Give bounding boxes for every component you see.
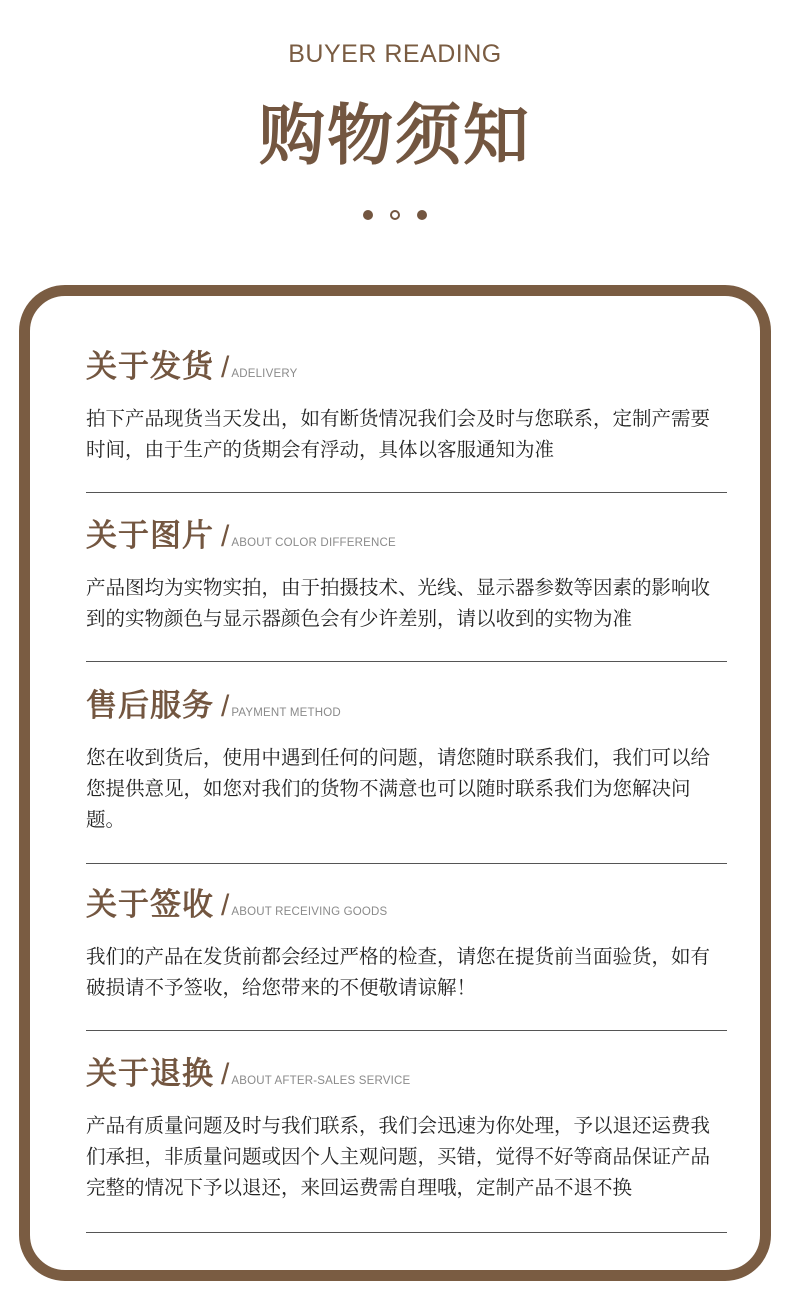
section-title: 售后服务 [86, 688, 214, 724]
section-slash: / [221, 520, 230, 553]
section-divider [86, 1232, 727, 1233]
section-slash: / [221, 690, 230, 723]
section-header [86, 1048, 410, 1093]
section-body: 拍下产品现货当天发出，如有断货情况我们会及时与您联系，定制产需要时间，由于生产的货期会有浮动，具体以客服通知为准 [86, 407, 711, 461]
dot-icon [363, 210, 373, 220]
page-subtitle: BUYER READING [288, 40, 502, 68]
section-divider [86, 863, 727, 864]
section-body: 产品图均为实物实拍，由于拍摄技术、光线、显示器参数等因素的影响收到的实物颜色与显示器颜色会有少许差别，请以收到的实物为准 [86, 576, 711, 630]
section-slash: / [221, 889, 230, 922]
section-title: 关于退换 [86, 1056, 214, 1092]
dot-hollow-icon [390, 210, 400, 220]
section-body: 产品有质量问题及时与我们联系，我们会迅速为你处理，予以退还运费我们承担，非质量问题或因个人主观问题，买错，觉得不好等商品保证产品完整的情况下予以退还，来回运费需自理哦，定制产品不退不换 [86, 1114, 711, 1199]
section-slash: / [221, 1058, 230, 1091]
section-subtitle-en: ABOUT AFTER-SALES SERVICE [231, 1075, 411, 1087]
notice-card [19, 285, 771, 1281]
dot-icon [417, 210, 427, 220]
section-divider [86, 492, 727, 493]
section-subtitle-en: ABOUT COLOR DIFFERENCE [231, 537, 396, 549]
section-header [86, 510, 396, 555]
section-divider [86, 661, 727, 662]
section-body: 我们的产品在发货前都会经过严格的检查，请您在提货前当面验货，如有破损请不予签收，给您带来的不便敬请谅解！ [86, 945, 711, 999]
section-subtitle-en: PAYMENT METHOD [231, 707, 341, 719]
page-title: 购物须知 [259, 97, 531, 174]
section-title: 关于图片 [86, 518, 214, 554]
decorative-dots [0, 210, 790, 220]
section-subtitle-en: ADELIVERY [231, 368, 298, 380]
section-header [86, 341, 298, 386]
section-body: 您在收到货后，使用中遇到任何的问题，请您随时联系我们，我们可以给您提供意见，如您对我们的货物不满意也可以随时联系我们为您解决问题。 [86, 746, 711, 831]
section-slash: / [221, 351, 230, 384]
section-header [86, 680, 341, 725]
section-divider [86, 1030, 727, 1031]
section-header [86, 879, 387, 924]
section-title: 关于发货 [86, 349, 214, 385]
section-title: 关于签收 [86, 887, 214, 923]
section-subtitle-en: ABOUT RECEIVING GOODS [231, 906, 388, 918]
